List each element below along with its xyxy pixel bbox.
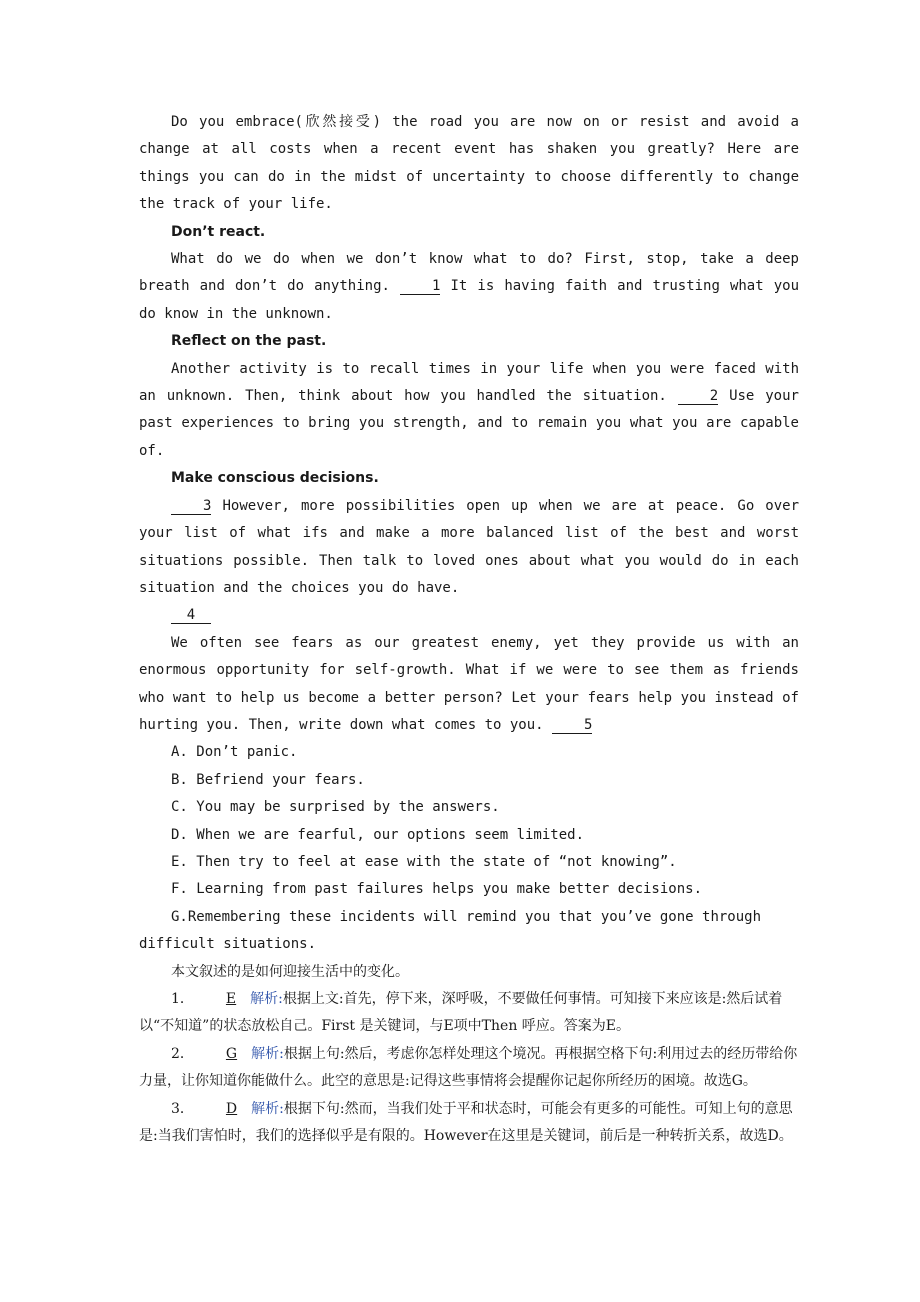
intro-paragraph: Do you embrace(欣然接受) the road you are now on or resist and avoid a change at all costs when a recent event has shaken you greatly? Here are things you can do in the midst of uncertainty to choose differently to change the track of your life. (139, 114, 799, 213)
answer-number: 1． (171, 991, 194, 1007)
analysis-text: 根据上文:首先，停下来，深呼吸，不要做任何事情。可知接下来应该是:然后试着以“不知道”的状态放松自己。First 是关键词，与E项中Then 呼应。答案为E。 (139, 991, 783, 1035)
analysis-label: 解析: (250, 991, 283, 1007)
paragraph-text: It is having faith and trusting what you do know in the unknown. (139, 278, 800, 322)
option-e: E. Then try to feel at ease with the state of “not knowing”. (171, 853, 677, 870)
section-heading-decisions: Make conscious decisions. (171, 470, 379, 487)
analysis-text: 根据下句:然而，当我们处于平和状态时，可能会有更多的可能性。可知上句的意思是:当我们害怕时，我们的选择似乎是有限的。However在这里是关键词，前后是一种转折关系，故选D。 (139, 1100, 793, 1145)
option-d: D. When we are fearful, our options seem limited. (171, 826, 585, 843)
blank-1: 1 (400, 278, 440, 295)
blank-2: 2 (678, 388, 718, 405)
heading-blank-line (139, 602, 799, 629)
section-heading-dont-react: Don’t react. (171, 223, 266, 240)
section-heading-reflect: Reflect on the past. (171, 333, 327, 350)
option-a: A. Don’t panic. (171, 744, 298, 761)
option-g: G.Remembering these incidents will remind you that you’ve gone through difficult situations. (139, 908, 762, 953)
paragraph-fears (139, 630, 799, 740)
paragraph-text: Use your past experiences to bring you strength, and to remain you what you are capable of. (139, 388, 799, 459)
analysis-label: 解析: (251, 1045, 284, 1062)
paragraph-text: What do we do when we don’t know what to do? First, stop, take a deep breath and don’t do anything. (139, 251, 799, 295)
answer-key: G (225, 1045, 238, 1062)
answer-3 (139, 1096, 799, 1151)
option-b: B. Befriend your fears. (171, 771, 365, 788)
blank-4: 4 (171, 607, 211, 624)
answer-2 (139, 1041, 799, 1096)
paragraph-dont-react (139, 246, 799, 328)
option-c: C. You may be surprised by the answers. (171, 799, 500, 816)
answer-number: 3． (171, 1100, 194, 1117)
answer-key: D (225, 1100, 238, 1117)
paragraph-text: We often see fears as our greatest enemy, yet they provide us with an enormous opportunity for self-growth. What if we were to see them as friends who want to help us become a better person? Let your fears help you instead of hurting you. Then, write down what comes to you. (139, 634, 799, 733)
summary-text: 本文叙述的是如何迎接生活中的变化。 (171, 963, 409, 980)
paragraph-text: However, more possibilities open up when we are at peace. Go over your list of what ifs and make a more balanced list of the best and worst situations possible. Then talk to loved ones about what you would do in each situation and the choices you do have. (139, 497, 799, 596)
analysis-label: 解析: (251, 1100, 284, 1117)
paragraph-text: Another activity is to recall times in your life when you were faced with an unknown. Then, think about how you handled the situation. (139, 360, 799, 405)
paragraph-reflect (139, 356, 799, 466)
option-f: F. Learning from past failures helps you make better decisions. (171, 881, 703, 898)
answer-key: E (225, 991, 237, 1007)
blank-5: 5 (552, 717, 592, 734)
answer-number: 2． (171, 1045, 194, 1062)
answer-1 (139, 986, 799, 1041)
blank-3: 3 (171, 498, 211, 515)
paragraph-decisions (139, 493, 799, 603)
analysis-text: 根据上句:然后，考虑你怎样处理这个境况。再根据空格下句:利用过去的经历带给你力量，让你知道你能做什么。此空的意思是:记得这些事情将会提醒你记起你所经历的困境。故选G。 (139, 1045, 798, 1090)
document-body (139, 109, 799, 1150)
